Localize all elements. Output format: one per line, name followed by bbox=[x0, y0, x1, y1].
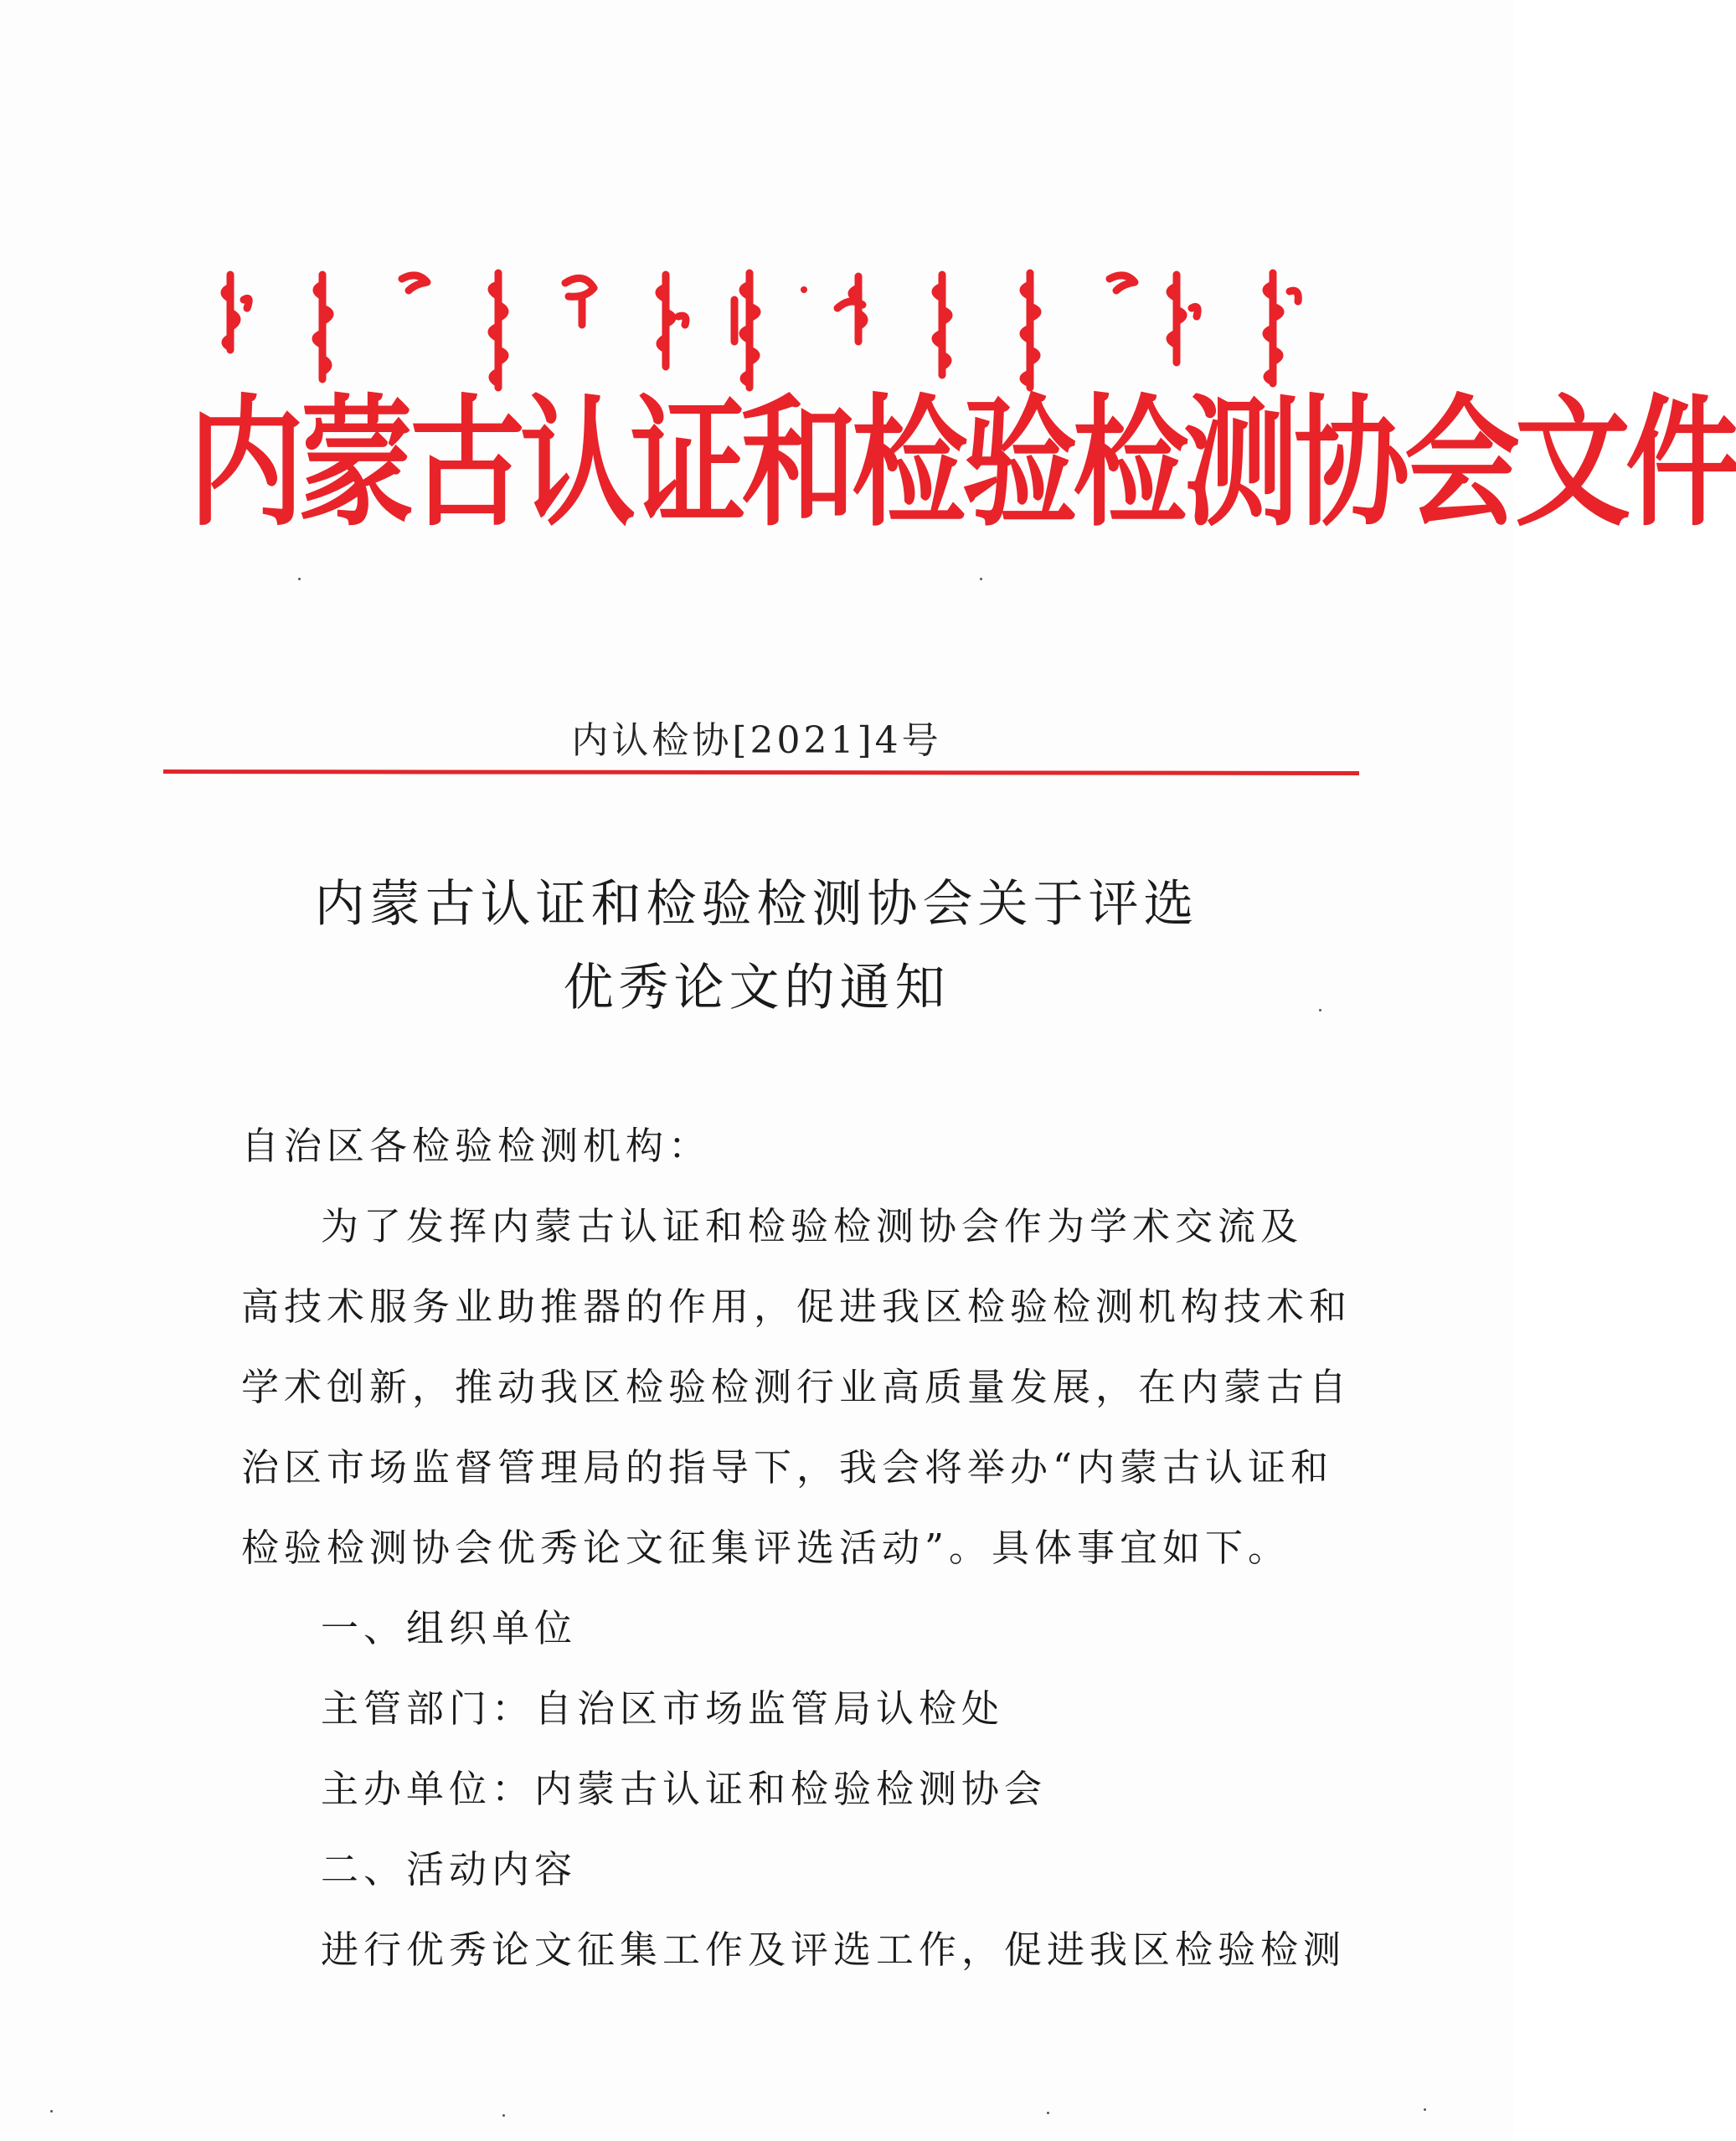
scan-speck bbox=[50, 2110, 53, 2113]
red-divider-line bbox=[163, 769, 1359, 775]
org-title: 内蒙古认证和检验检测协会文件 bbox=[188, 381, 1736, 546]
paragraph-line: 学术创新，推动我区检验检测行业高质量发展，在内蒙古自 bbox=[241, 1365, 1352, 1409]
notice-title-line1: 内蒙古认证和检验检测协会关于评选 bbox=[314, 875, 1199, 934]
scan-speck bbox=[1424, 2108, 1426, 2111]
mongolian-script-title bbox=[214, 266, 1327, 392]
paragraph-line: 检验检测协会优秀论文征集评选活动”。具体事宜如下。 bbox=[241, 1526, 1291, 1570]
scan-speck bbox=[298, 578, 301, 580]
paragraph-line: 治区市场监督管理局的指导下，我会将举办“内蒙古认证和 bbox=[241, 1445, 1334, 1490]
supervisor-line: 主管部门：自治区市场监管局认检处 bbox=[321, 1686, 1005, 1731]
scan-speck bbox=[1319, 1009, 1321, 1011]
paragraph-line: 高技术服务业助推器的作用，促进我区检验检测机构技术和 bbox=[241, 1284, 1352, 1329]
scan-speck bbox=[980, 578, 982, 580]
paragraph-line: 为了发挥内蒙古认证和检验检测协会作为学术交流及 bbox=[321, 1204, 1304, 1248]
scan-speck bbox=[502, 2114, 505, 2117]
section-heading: 二、活动内容 bbox=[321, 1847, 578, 1891]
scan-speck bbox=[1047, 2112, 1049, 2114]
organizer-line: 主办单位：内蒙古认证和检验检测协会 bbox=[321, 1767, 1048, 1811]
notice-title-line2: 优秀论文的通知 bbox=[563, 959, 950, 1017]
document-number: 内认检协[2021]4号 bbox=[571, 719, 942, 762]
section2-text: 进行优秀论文征集工作及评选工作，促进我区检验检测 bbox=[321, 1927, 1347, 1972]
section-heading: 一、组织单位 bbox=[321, 1606, 578, 1650]
salutation: 自治区各检验检测机构： bbox=[241, 1124, 712, 1168]
